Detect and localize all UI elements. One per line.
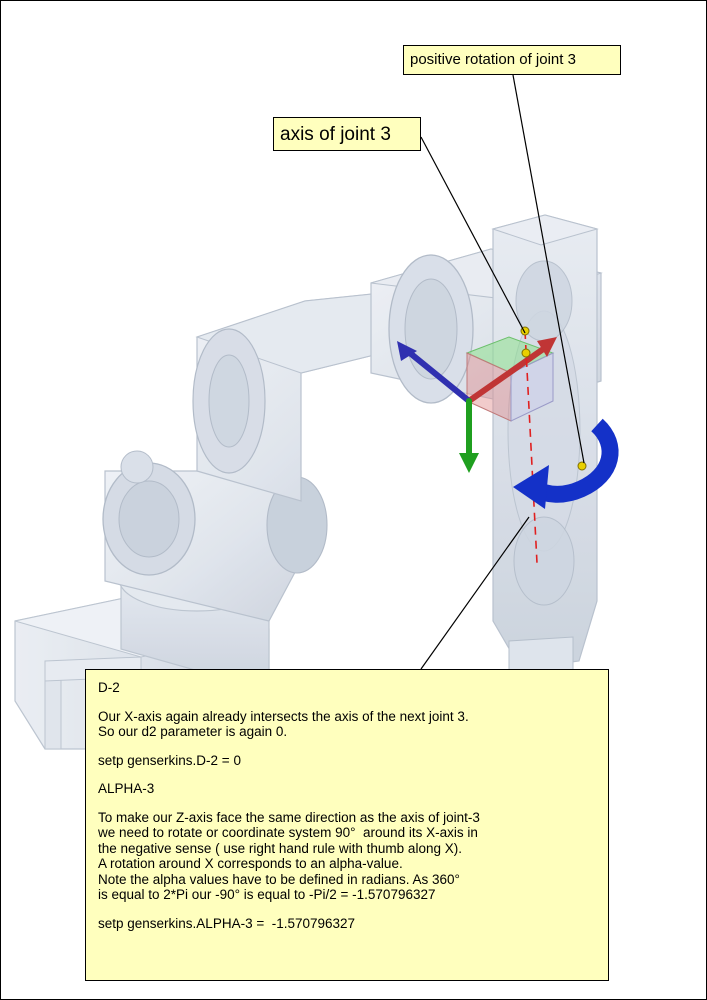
note-heading-d2: D-2 [98,680,120,695]
note-alpha3-line-1: To make our Z-axis face the same direction as the axis of joint-3 [98,809,480,825]
callout-axis-of-joint-3 [273,117,421,151]
axis-z-arrow [459,401,479,473]
note-alpha3-line-4: A rotation around X corresponds to an alpha-value. [98,856,403,871]
callout-axis-label: axis of joint 3 [280,124,391,145]
note-alpha3-line-2: we need to rotate or coordinate system 90° around its X-axis in [98,825,478,840]
callout-positive-rotation [403,45,621,75]
note-setp-alpha3: setp genserkins.ALPHA-3 = -1.570796327 [98,915,356,931]
note-d2-line-1: Our X-axis again already intersects the axis of the next joint 3. [98,708,469,724]
note-alpha3-line-6: is equal to 2*Pi our -90° is equal to -Pi/2 = -1.570796327 [98,887,436,902]
note-panel [85,669,609,981]
note-alpha3-line-3: the negative sense ( use right hand rule with thumb along X). [98,840,462,856]
note-alpha3-line-5: Note the alpha values have to be defined in radians. As 360° [98,871,460,887]
callout-positive-rotation-label: positive rotation of joint 3 [410,51,576,68]
note-heading-alpha3: ALPHA-3 [98,781,155,796]
note-d2-line-2: So our d2 parameter is again 0. [98,724,288,739]
note-setp-d2: setp genserkins.D-2 = 0 [98,752,241,768]
